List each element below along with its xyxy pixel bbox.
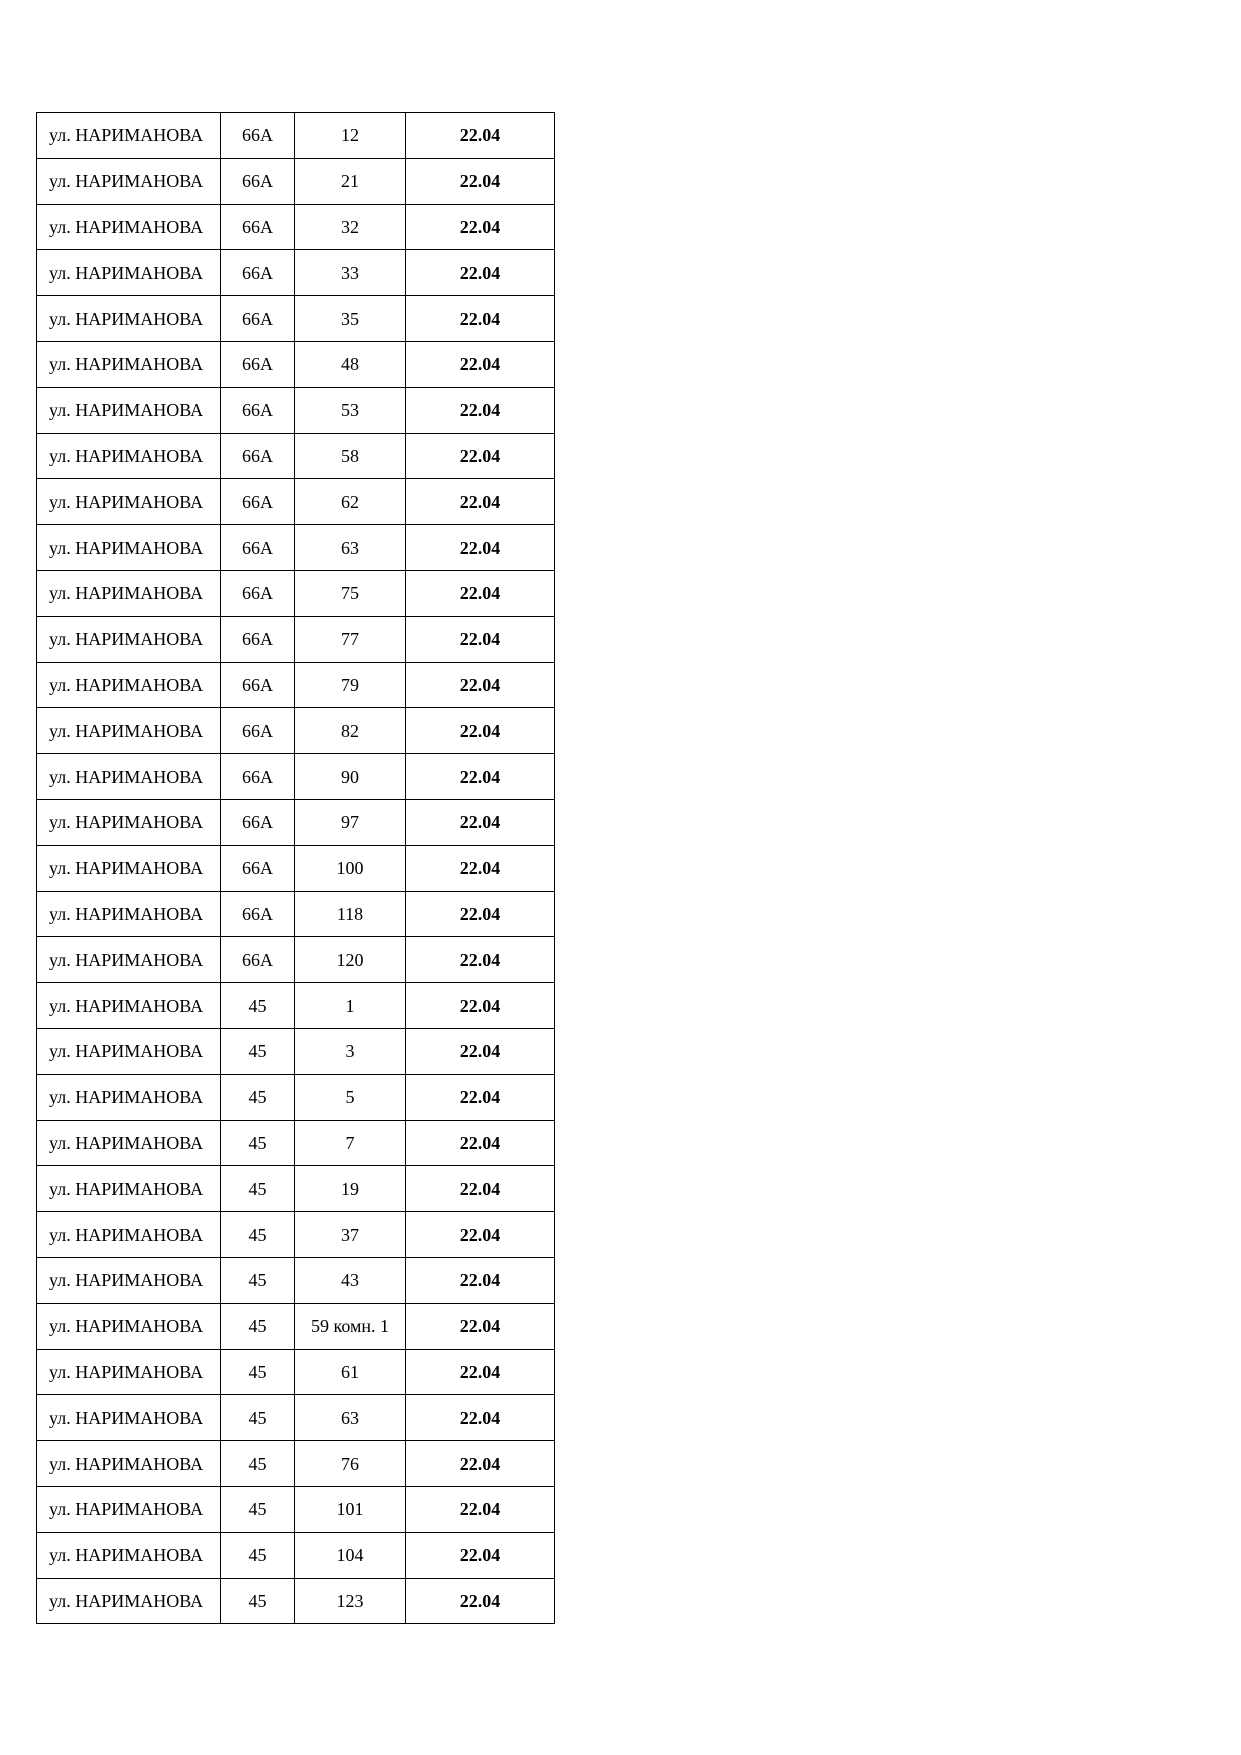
table-row xyxy=(37,1120,555,1166)
house-number-cell: 66А xyxy=(221,891,295,937)
date-cell: 22.04 xyxy=(406,1074,555,1120)
address-table-body xyxy=(37,113,555,1624)
table-row xyxy=(37,296,555,342)
apartment-cell: 97 xyxy=(295,799,406,845)
house-number-cell: 45 xyxy=(221,1303,295,1349)
street-cell: ул. НАРИМАНОВА xyxy=(37,1166,221,1212)
apartment-cell: 35 xyxy=(295,296,406,342)
table-row xyxy=(37,113,555,159)
table-row xyxy=(37,158,555,204)
street-cell: ул. НАРИМАНОВА xyxy=(37,296,221,342)
house-number-cell: 45 xyxy=(221,1486,295,1532)
date-cell: 22.04 xyxy=(406,1120,555,1166)
house-number-cell: 66А xyxy=(221,937,295,983)
date-cell: 22.04 xyxy=(406,1395,555,1441)
table-row xyxy=(37,937,555,983)
house-number-cell: 66А xyxy=(221,158,295,204)
table-row xyxy=(37,204,555,250)
apartment-cell: 101 xyxy=(295,1486,406,1532)
table-row xyxy=(37,662,555,708)
house-number-cell: 66А xyxy=(221,479,295,525)
house-number-cell: 45 xyxy=(221,1349,295,1395)
house-number-cell: 66А xyxy=(221,799,295,845)
house-number-cell: 45 xyxy=(221,1395,295,1441)
house-number-cell: 66А xyxy=(221,662,295,708)
apartment-cell: 32 xyxy=(295,204,406,250)
house-number-cell: 66А xyxy=(221,204,295,250)
apartment-cell: 120 xyxy=(295,937,406,983)
apartment-cell: 118 xyxy=(295,891,406,937)
table-row xyxy=(37,479,555,525)
table-row xyxy=(37,891,555,937)
date-cell: 22.04 xyxy=(406,937,555,983)
table-row xyxy=(37,387,555,433)
date-cell: 22.04 xyxy=(406,158,555,204)
apartment-cell: 61 xyxy=(295,1349,406,1395)
date-cell: 22.04 xyxy=(406,113,555,159)
house-number-cell: 66А xyxy=(221,616,295,662)
house-number-cell: 45 xyxy=(221,1028,295,1074)
street-cell: ул. НАРИМАНОВА xyxy=(37,799,221,845)
apartment-cell: 33 xyxy=(295,250,406,296)
date-cell: 22.04 xyxy=(406,662,555,708)
table-row xyxy=(37,799,555,845)
date-cell: 22.04 xyxy=(406,525,555,571)
date-cell: 22.04 xyxy=(406,1578,555,1624)
house-number-cell: 66А xyxy=(221,754,295,800)
table-row xyxy=(37,845,555,891)
street-cell: ул. НАРИМАНОВА xyxy=(37,845,221,891)
apartment-cell: 43 xyxy=(295,1257,406,1303)
date-cell: 22.04 xyxy=(406,616,555,662)
house-number-cell: 45 xyxy=(221,1166,295,1212)
street-cell: ул. НАРИМАНОВА xyxy=(37,1486,221,1532)
table-row xyxy=(37,708,555,754)
table-row xyxy=(37,433,555,479)
date-cell: 22.04 xyxy=(406,845,555,891)
house-number-cell: 66А xyxy=(221,113,295,159)
table-row xyxy=(37,616,555,662)
date-cell: 22.04 xyxy=(406,250,555,296)
street-cell: ул. НАРИМАНОВА xyxy=(37,113,221,159)
table-row xyxy=(37,754,555,800)
apartment-cell: 1 xyxy=(295,983,406,1029)
apartment-cell: 3 xyxy=(295,1028,406,1074)
table-row xyxy=(37,1532,555,1578)
date-cell: 22.04 xyxy=(406,1532,555,1578)
table-row xyxy=(37,341,555,387)
apartment-cell: 53 xyxy=(295,387,406,433)
street-cell: ул. НАРИМАНОВА xyxy=(37,1395,221,1441)
street-cell: ул. НАРИМАНОВА xyxy=(37,1074,221,1120)
street-cell: ул. НАРИМАНОВА xyxy=(37,891,221,937)
date-cell: 22.04 xyxy=(406,479,555,525)
apartment-cell: 104 xyxy=(295,1532,406,1578)
house-number-cell: 66А xyxy=(221,708,295,754)
apartment-cell: 19 xyxy=(295,1166,406,1212)
street-cell: ул. НАРИМАНОВА xyxy=(37,937,221,983)
house-number-cell: 45 xyxy=(221,1074,295,1120)
address-table xyxy=(36,112,555,1624)
house-number-cell: 45 xyxy=(221,1212,295,1258)
street-cell: ул. НАРИМАНОВА xyxy=(37,1303,221,1349)
date-cell: 22.04 xyxy=(406,1257,555,1303)
house-number-cell: 66А xyxy=(221,570,295,616)
table-row xyxy=(37,250,555,296)
date-cell: 22.04 xyxy=(406,1486,555,1532)
date-cell: 22.04 xyxy=(406,1028,555,1074)
table-row xyxy=(37,1486,555,1532)
apartment-cell: 123 xyxy=(295,1578,406,1624)
apartment-cell: 12 xyxy=(295,113,406,159)
table-row xyxy=(37,1441,555,1487)
table-row xyxy=(37,1578,555,1624)
street-cell: ул. НАРИМАНОВА xyxy=(37,1532,221,1578)
house-number-cell: 45 xyxy=(221,1578,295,1624)
date-cell: 22.04 xyxy=(406,983,555,1029)
street-cell: ул. НАРИМАНОВА xyxy=(37,1349,221,1395)
house-number-cell: 45 xyxy=(221,1120,295,1166)
house-number-cell: 45 xyxy=(221,1257,295,1303)
date-cell: 22.04 xyxy=(406,433,555,479)
street-cell: ул. НАРИМАНОВА xyxy=(37,387,221,433)
street-cell: ул. НАРИМАНОВА xyxy=(37,1578,221,1624)
date-cell: 22.04 xyxy=(406,570,555,616)
house-number-cell: 66А xyxy=(221,433,295,479)
street-cell: ул. НАРИМАНОВА xyxy=(37,754,221,800)
apartment-cell: 37 xyxy=(295,1212,406,1258)
street-cell: ул. НАРИМАНОВА xyxy=(37,708,221,754)
date-cell: 22.04 xyxy=(406,891,555,937)
table-row xyxy=(37,1257,555,1303)
date-cell: 22.04 xyxy=(406,204,555,250)
street-cell: ул. НАРИМАНОВА xyxy=(37,1120,221,1166)
apartment-cell: 59 комн. 1 xyxy=(295,1303,406,1349)
date-cell: 22.04 xyxy=(406,1303,555,1349)
table-row xyxy=(37,1395,555,1441)
date-cell: 22.04 xyxy=(406,1441,555,1487)
date-cell: 22.04 xyxy=(406,296,555,342)
street-cell: ул. НАРИМАНОВА xyxy=(37,983,221,1029)
street-cell: ул. НАРИМАНОВА xyxy=(37,250,221,296)
table-row xyxy=(37,1166,555,1212)
table-row xyxy=(37,1028,555,1074)
table-row xyxy=(37,1303,555,1349)
house-number-cell: 45 xyxy=(221,983,295,1029)
date-cell: 22.04 xyxy=(406,341,555,387)
street-cell: ул. НАРИМАНОВА xyxy=(37,158,221,204)
apartment-cell: 63 xyxy=(295,525,406,571)
apartment-cell: 79 xyxy=(295,662,406,708)
table-row xyxy=(37,983,555,1029)
apartment-cell: 7 xyxy=(295,1120,406,1166)
apartment-cell: 5 xyxy=(295,1074,406,1120)
apartment-cell: 100 xyxy=(295,845,406,891)
house-number-cell: 66А xyxy=(221,296,295,342)
street-cell: ул. НАРИМАНОВА xyxy=(37,616,221,662)
apartment-cell: 77 xyxy=(295,616,406,662)
house-number-cell: 45 xyxy=(221,1441,295,1487)
table-row xyxy=(37,1212,555,1258)
street-cell: ул. НАРИМАНОВА xyxy=(37,1441,221,1487)
table-row xyxy=(37,570,555,616)
date-cell: 22.04 xyxy=(406,1212,555,1258)
apartment-cell: 63 xyxy=(295,1395,406,1441)
apartment-cell: 58 xyxy=(295,433,406,479)
street-cell: ул. НАРИМАНОВА xyxy=(37,1212,221,1258)
house-number-cell: 66А xyxy=(221,341,295,387)
date-cell: 22.04 xyxy=(406,708,555,754)
apartment-cell: 75 xyxy=(295,570,406,616)
street-cell: ул. НАРИМАНОВА xyxy=(37,570,221,616)
house-number-cell: 66А xyxy=(221,387,295,433)
table-row xyxy=(37,1074,555,1120)
apartment-cell: 82 xyxy=(295,708,406,754)
date-cell: 22.04 xyxy=(406,1349,555,1395)
date-cell: 22.04 xyxy=(406,387,555,433)
street-cell: ул. НАРИМАНОВА xyxy=(37,1257,221,1303)
street-cell: ул. НАРИМАНОВА xyxy=(37,525,221,571)
house-number-cell: 45 xyxy=(221,1532,295,1578)
street-cell: ул. НАРИМАНОВА xyxy=(37,433,221,479)
street-cell: ул. НАРИМАНОВА xyxy=(37,204,221,250)
apartment-cell: 62 xyxy=(295,479,406,525)
house-number-cell: 66А xyxy=(221,525,295,571)
date-cell: 22.04 xyxy=(406,799,555,845)
street-cell: ул. НАРИМАНОВА xyxy=(37,662,221,708)
street-cell: ул. НАРИМАНОВА xyxy=(37,341,221,387)
street-cell: ул. НАРИМАНОВА xyxy=(37,1028,221,1074)
house-number-cell: 66А xyxy=(221,250,295,296)
apartment-cell: 48 xyxy=(295,341,406,387)
table-row xyxy=(37,525,555,571)
apartment-cell: 21 xyxy=(295,158,406,204)
house-number-cell: 66А xyxy=(221,845,295,891)
date-cell: 22.04 xyxy=(406,1166,555,1212)
apartment-cell: 90 xyxy=(295,754,406,800)
apartment-cell: 76 xyxy=(295,1441,406,1487)
date-cell: 22.04 xyxy=(406,754,555,800)
street-cell: ул. НАРИМАНОВА xyxy=(37,479,221,525)
table-row xyxy=(37,1349,555,1395)
